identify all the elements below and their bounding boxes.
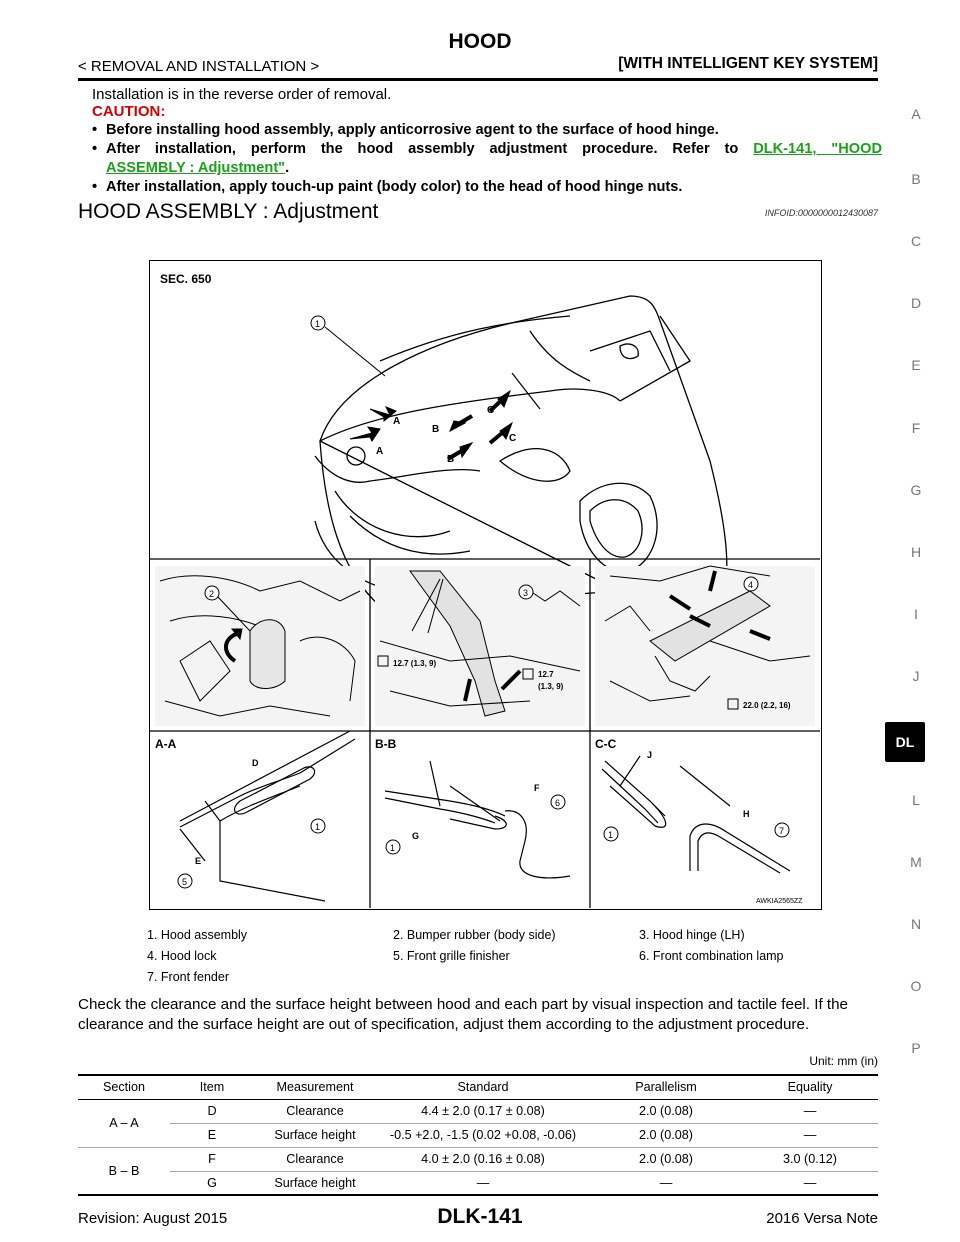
letter-j: J: [647, 750, 653, 760]
table-row: [78, 1147, 878, 1171]
cell-item: D: [170, 1099, 254, 1123]
figure-sec-label: SEC. 650: [160, 272, 212, 286]
cell-item: F: [170, 1147, 254, 1171]
side-tab-o[interactable]: O: [910, 978, 922, 994]
cell-equality: —: [742, 1171, 878, 1195]
cell-section: A – A: [78, 1099, 170, 1147]
letter-h: H: [743, 809, 750, 819]
callout-1-cc-label: 1: [608, 830, 614, 840]
section-aa-letters: [195, 758, 259, 866]
instruction-paragraph: Check the clearance and the surface height between hood and each part by visual inspection and tactile feel. If the clearance and the surface height are out of specification, adjust them according to the adjustment procedure.: [78, 996, 849, 1033]
table-row: [78, 1123, 878, 1147]
section-bb-diagram: [385, 761, 570, 878]
caution-bullet-2-period: .: [285, 160, 290, 176]
section-title: HOOD ASSEMBLY : Adjustment: [78, 200, 379, 223]
callout-1-bb-label: 1: [390, 843, 396, 853]
cell-measurement: Clearance: [254, 1099, 376, 1123]
callout-4-label: 4: [748, 580, 754, 590]
cell-item: G: [170, 1171, 254, 1195]
footer-page-code: DLK-141: [437, 1205, 523, 1228]
table-row: [78, 1171, 878, 1195]
figure-code: AWKIA2565ZZ: [756, 898, 803, 905]
panel-label-aa: A-A: [155, 737, 177, 751]
col-equality: Equality: [787, 1080, 833, 1095]
callout-1-aa-label: 1: [315, 822, 321, 832]
torque-value-3: 22.0 (2.2, 16): [743, 701, 791, 710]
side-tab-j[interactable]: J: [912, 668, 920, 684]
cell-standard: 4.4 ± 2.0 (0.17 ± 0.08): [376, 1099, 590, 1123]
hood-adjustment-figure: [149, 260, 822, 910]
side-tab-d[interactable]: D: [910, 295, 922, 311]
info-id: INFOID:0000000012430087: [764, 208, 878, 218]
section-cc-diagram: [602, 756, 790, 873]
side-tab-p[interactable]: P: [911, 1040, 921, 1056]
cell-equality: —: [742, 1099, 878, 1123]
letter-e: E: [195, 856, 202, 866]
cell-equality: 3.0 (0.12): [742, 1147, 878, 1171]
caution-label: CAUTION:: [92, 103, 166, 120]
header-breadcrumb: < REMOVAL AND INSTALLATION >: [78, 58, 320, 75]
panel-label-cc: C-C: [595, 737, 617, 751]
side-tab-f[interactable]: F: [911, 420, 921, 436]
side-tab-m[interactable]: M: [910, 854, 922, 870]
svg-text:B: B: [447, 454, 455, 465]
cell-standard: -0.5 +2.0, -1.5 (0.02 +0.08, -0.06): [376, 1123, 590, 1147]
side-tab-l[interactable]: L: [912, 792, 920, 808]
caution-bullet-1: • Before installing hood assembly, apply anticorrosive agent to the surface of hood hinge.: [92, 121, 882, 140]
col-section: Section: [102, 1080, 145, 1095]
cell-parallelism: —: [590, 1171, 742, 1195]
side-index-tabs: [896, 0, 936, 1242]
side-tab-e[interactable]: E: [911, 357, 921, 373]
header-variant: [WITH INTELLIGENT KEY SYSTEM]: [618, 55, 878, 72]
letter-f: F: [534, 783, 540, 793]
cell-measurement: Clearance: [254, 1147, 376, 1171]
section-aa-diagram: [180, 731, 355, 901]
cell-standard: 4.0 ± 2.0 (0.16 ± 0.08): [376, 1147, 590, 1171]
caution-bullet-2-line-1: [106, 140, 882, 159]
caution-bullets: [92, 121, 882, 197]
section-cc-letters: [647, 750, 750, 819]
spec-table: [78, 1074, 878, 1196]
col-parallelism: Parallelism: [635, 1080, 697, 1095]
torque-value-1: 12.7 (1.3, 9): [393, 659, 437, 668]
section-bb-letters: [412, 783, 540, 841]
view-letters: [376, 405, 516, 465]
cell-measurement: Surface height: [254, 1171, 376, 1195]
letter-d: D: [252, 758, 259, 768]
table-header-row: [78, 1075, 878, 1099]
side-tab-a[interactable]: A: [911, 106, 921, 122]
cell-parallelism: 2.0 (0.08): [590, 1099, 742, 1123]
svg-text:C: C: [509, 433, 517, 444]
legend-item-3: 3. Hood hinge (LH): [639, 928, 745, 942]
side-tab-i[interactable]: I: [914, 606, 918, 622]
caution-bullet-2-text: After installation, perform the hood assembly adjustment procedure. Refer to: [106, 141, 739, 157]
caution-bullet-2: [92, 140, 882, 178]
torque-value-2a: 12.7: [538, 670, 554, 679]
hood-illustration: [150, 261, 820, 908]
legend-item-7: 7. Front fender: [147, 970, 229, 984]
cell-parallelism: 2.0 (0.08): [590, 1147, 742, 1171]
bumper-rubber-photo: [155, 566, 365, 726]
cell-parallelism: 2.0 (0.08): [590, 1123, 742, 1147]
side-tab-c[interactable]: C: [910, 233, 922, 249]
legend-item-2: 2. Bumper rubber (body side): [393, 928, 556, 942]
caution-bullet-3: • After installation, apply touch-up paint (body color) to the head of hood hinge nuts.: [92, 178, 882, 197]
panel-label-bb: B-B: [375, 737, 397, 751]
side-tab-g[interactable]: G: [910, 482, 922, 498]
letter-g: G: [412, 831, 420, 841]
reference-link-dlk141-part1[interactable]: DLK-141, "HOOD: [753, 141, 882, 157]
legend-item-5: 5. Front grille finisher: [393, 949, 510, 963]
cell-section: B – B: [78, 1147, 170, 1195]
callout-5-label: 5: [182, 877, 188, 887]
svg-text:B: B: [432, 424, 440, 435]
side-tab-dl-active[interactable]: DL: [885, 722, 925, 762]
intro-text: Installation is in the reverse order of removal.: [92, 86, 392, 103]
side-tab-h[interactable]: H: [910, 544, 922, 560]
cell-measurement: Surface height: [254, 1123, 376, 1147]
footer-model: 2016 Versa Note: [766, 1210, 878, 1227]
cell-item: E: [170, 1123, 254, 1147]
hood-hinge-photo: [375, 566, 585, 726]
col-standard: Standard: [457, 1080, 509, 1095]
header-rule: [78, 78, 878, 81]
legend-item-1: 1. Hood assembly: [147, 928, 248, 942]
side-tab-b[interactable]: B: [911, 171, 921, 187]
torque-value-2b: (1.3, 9): [538, 682, 564, 691]
side-tab-n[interactable]: N: [910, 916, 922, 932]
page-title: HOOD: [448, 30, 512, 53]
footer-revision: Revision: August 2015: [78, 1210, 228, 1227]
cell-equality: —: [742, 1123, 878, 1147]
unit-label: Unit: mm (in): [809, 1054, 878, 1068]
callout-2-label: 2: [209, 589, 215, 599]
svg-text:A: A: [393, 416, 401, 427]
svg-text:C: C: [487, 405, 495, 416]
legend-item-6: 6. Front combination lamp: [639, 949, 784, 963]
col-measurement: Measurement: [276, 1080, 354, 1095]
callout-3-label: 3: [523, 588, 529, 598]
cell-standard: —: [376, 1171, 590, 1195]
svg-text:A: A: [376, 446, 384, 457]
callout-1-label: 1: [315, 319, 321, 329]
legend-item-4: 4. Hood lock: [147, 949, 217, 963]
table-row: [78, 1099, 878, 1123]
callout-6-label: 6: [555, 798, 561, 808]
reference-link-dlk141-part2[interactable]: ASSEMBLY : Adjustment": [106, 160, 286, 176]
col-item: Item: [199, 1080, 225, 1095]
callout-7-label: 7: [779, 826, 785, 836]
